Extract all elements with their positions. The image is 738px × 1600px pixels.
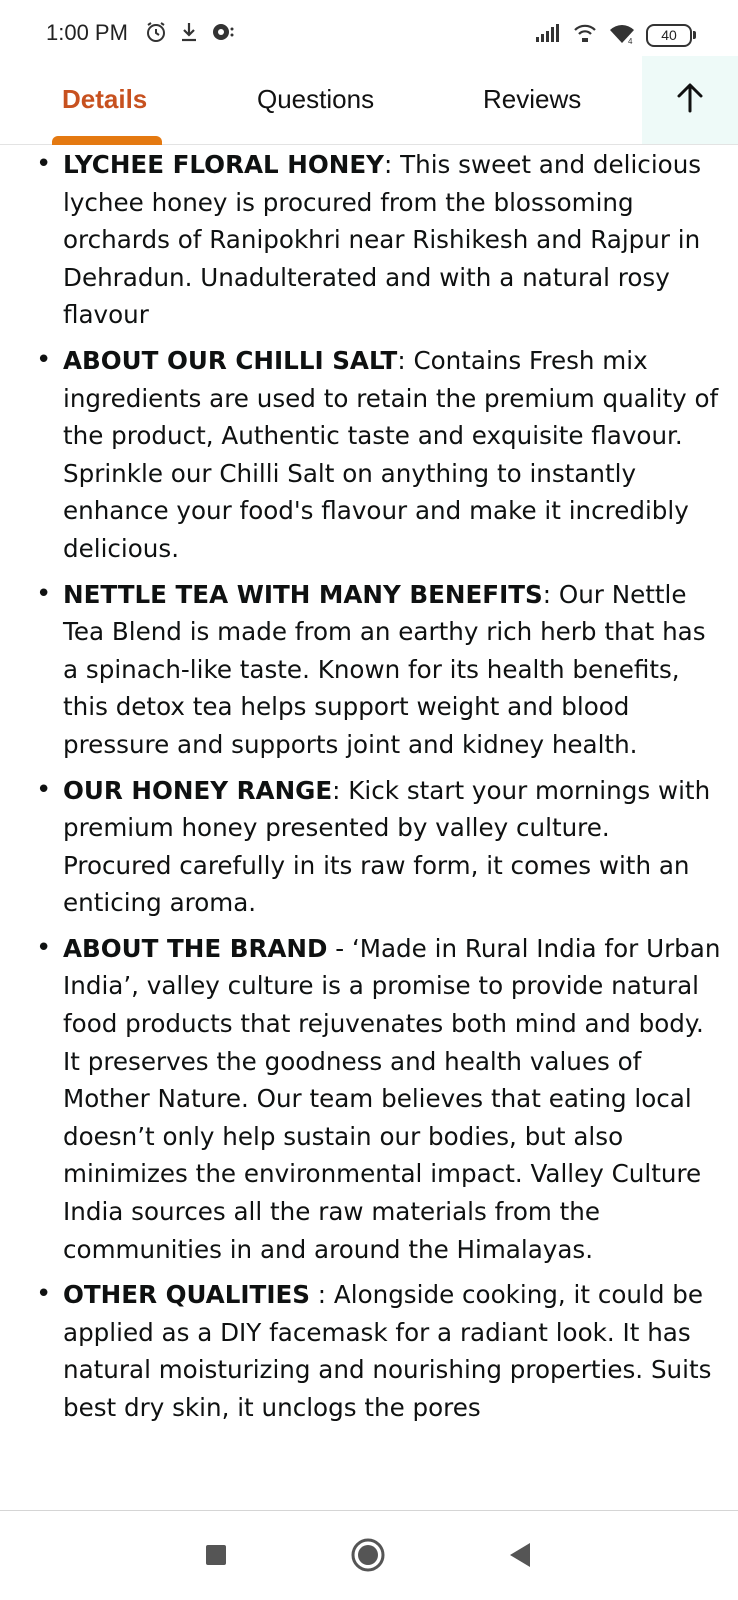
status-icons-left	[145, 21, 235, 47]
bullet-text: This sweet and delicious lychee honey is procured from the blossoming orchards of Ranipokhri near Rishikesh and Rajpur in Dehradun. Unadulterated and with a natural rosy flavour	[63, 150, 702, 330]
feature-bullet	[0, 146, 738, 334]
back-button[interactable]	[500, 1537, 540, 1577]
arrow-up-icon	[675, 82, 705, 118]
feature-bullet	[0, 1276, 738, 1426]
home-button[interactable]	[348, 1537, 388, 1577]
status-icons-right	[534, 21, 692, 49]
bullet-heading: NETTLE TEA WITH MANY BENEFITS	[63, 579, 543, 609]
signal-icon	[534, 23, 562, 47]
bullet-heading: OTHER QUALITIES	[63, 1280, 310, 1310]
home-icon	[350, 1537, 386, 1577]
bullet-text: Alongside cooking, it could be applied as a DIY facemask for a radiant look. It has natural moisturizing and nourishing properties. Suits best dry skin, it unclogs the pores	[63, 1280, 712, 1422]
bullet-text: Contains Fresh mix ingredients are used to retain the premium quality of the product, Authentic taste and exquisite flavour. Sprinkle our Chilli Salt on anything to instantly enhance your food's flavour and make it incredibly delicious.	[63, 345, 719, 563]
tab-bar	[0, 66, 738, 145]
feature-bullet	[0, 576, 738, 764]
tab-questions[interactable]: Questions	[257, 84, 375, 114]
bullet-heading: LYCHEE FLORAL HONEY	[63, 150, 384, 179]
battery-icon: 40	[646, 24, 692, 47]
bullet-separator: :	[397, 345, 414, 375]
status-time: 1:00 PM	[46, 20, 128, 45]
chat-icon	[211, 21, 235, 47]
bullet-text: Our Nettle Tea Blend is made from an earthy rich herb that has a spinach-like taste. Known for its health benefits, this detox tea helps support weight and blood pressure and supports joint and kidney health.	[63, 579, 706, 759]
bullet-separator: :	[309, 1280, 334, 1310]
feature-bullet	[0, 342, 738, 568]
feature-bullet	[0, 930, 738, 1268]
tab-details[interactable]: Details	[62, 84, 148, 114]
bullet-separator: :	[332, 775, 349, 805]
system-nav-bar	[0, 1511, 738, 1600]
download-icon	[179, 21, 199, 47]
feature-bullet-list	[0, 146, 738, 1427]
bullet-separator: :	[383, 150, 401, 179]
recent-apps-button[interactable]	[196, 1537, 236, 1577]
bullet-heading: ABOUT THE BRAND	[63, 933, 328, 963]
bullet-heading: ABOUT OUR CHILLI SALT	[63, 345, 398, 375]
wifi-icon	[608, 22, 636, 48]
back-icon	[507, 1541, 533, 1573]
tab-reviews[interactable]: Reviews	[483, 84, 582, 114]
bullet-heading: OUR HONEY RANGE	[63, 775, 333, 805]
active-tab-indicator	[52, 136, 162, 145]
bullet-text: ‘Made in Rural India for Urban India’, valley culture is a promise to provide natural food products that rejuvenates both mind and body. It preserves the goodness and health values of Mother Nature. Our team believes that eating local doesn’t only help sustain our bodies, but also minimizes the environmental impact. Valley Culture India sources all the raw materials from the communities in and around the Himalayas.	[63, 933, 721, 1264]
status-bar	[0, 0, 738, 66]
bullet-text: Kick start your mornings with premium honey presented by valley culture. Procured carefully in its raw form, it comes with an enticing aroma.	[63, 775, 711, 918]
product-details	[0, 146, 738, 1510]
scroll-to-top-button[interactable]	[642, 56, 738, 144]
alarm-icon	[145, 21, 167, 47]
feature-bullet	[0, 772, 738, 922]
svg-text:4: 4	[628, 37, 633, 44]
bullet-separator: :	[542, 579, 559, 609]
bullet-separator: -	[327, 933, 352, 963]
recent-apps-icon	[205, 1544, 227, 1570]
wifi-calling-icon	[572, 21, 598, 49]
